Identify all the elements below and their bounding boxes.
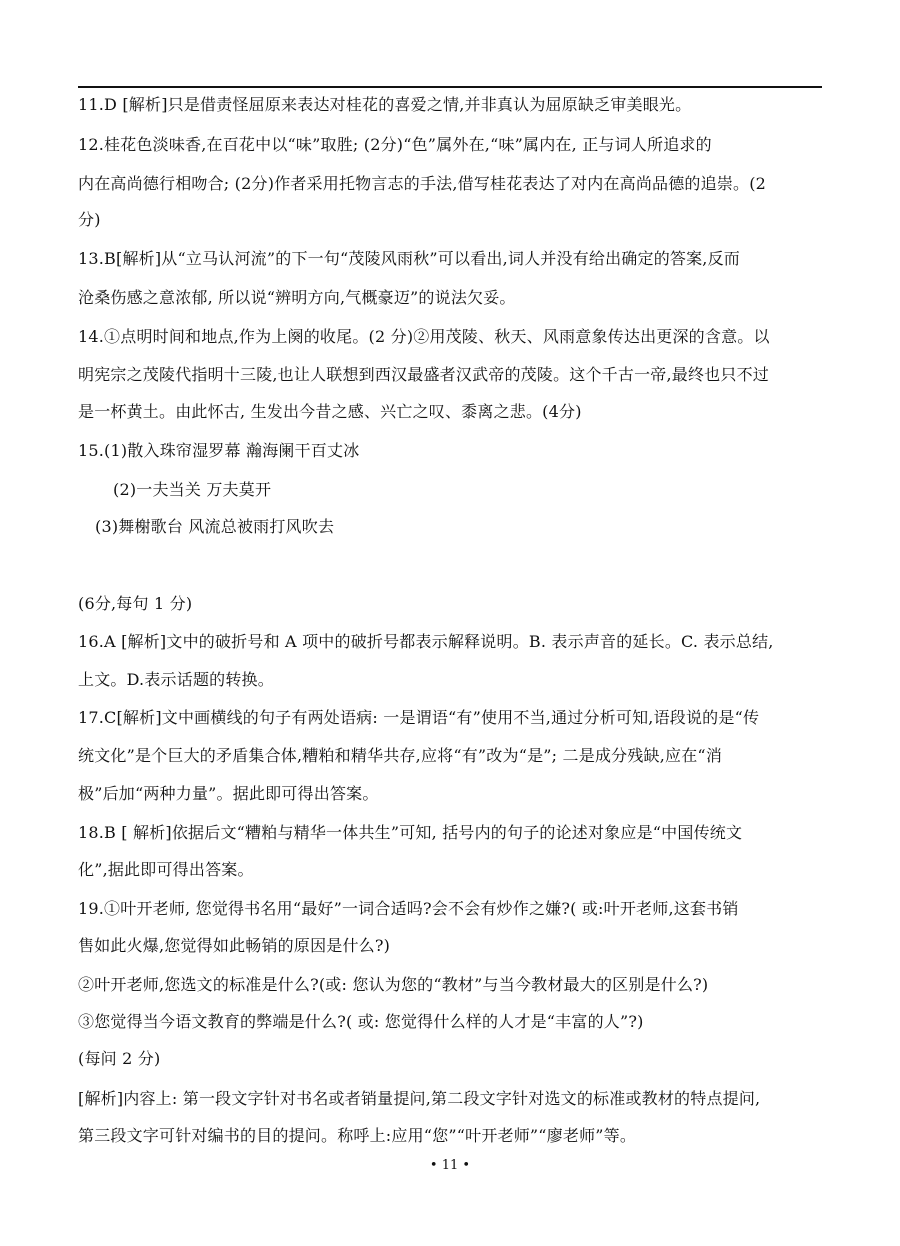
- text-line: 19.①叶开老师, 您觉得书名用“最好”一词合适吗?会不会有炒作之嫌?( 或:叶开老师,这套书销: [78, 899, 739, 918]
- text-line: 分): [78, 210, 101, 229]
- text-line: (6分,每句 1 分): [78, 594, 193, 613]
- text-line: 统文化”是个巨大的矛盾集合体,糟粕和精华共存,应将“有”改为“是”; 二是成分残缺,应在“消: [78, 746, 723, 765]
- text-line: (每问 2 分): [78, 1049, 161, 1068]
- text-line: (2)一夫当关 万夫莫开: [113, 480, 272, 499]
- text-line: [解析]内容上: 第一段文字针对书名或者销量提问,第二段文字针对选文的标准或教材的特点提问,: [78, 1089, 761, 1108]
- text-line: 15.(1)散入珠帘湿罗幕 瀚海阑干百丈冰: [78, 441, 360, 460]
- text-line: 极”后加“两种力量”。据此即可得出答案。: [78, 784, 379, 803]
- text-line: 18.B [ 解析]依据后文“糟粕与精华一体共生”可知, 括号内的句子的论述对象应是“中国传统文: [78, 823, 743, 842]
- top-rule: [78, 86, 822, 88]
- text-line: 12.桂花色淡味香,在百花中以“味”取胜; (2分)“色”属外在,“味”属内在, 正与词人所追求的: [78, 135, 712, 154]
- text-line: 17.C[解析]文中画横线的句子有两处语病: 一是谓语“有”使用不当,通过分析可知,语段说的是“传: [78, 708, 760, 727]
- text-line: 16.A [解析]文中的破折号和 A 项中的破折号都表示解释说明。B. 表示声音的延长。C. 表示总结,: [78, 632, 774, 651]
- page-number: • 11 •: [429, 1158, 471, 1173]
- text-line: 沧桑伤感之意浓郁, 所以说“辨明方向,气概豪迈”的说法欠妥。: [78, 288, 516, 307]
- text-line: 售如此火爆,您觉得如此畅销的原因是什么?): [78, 936, 391, 955]
- text-line: 内在高尚德行相吻合; (2分)作者采用托物言志的手法,借写桂花表达了对内在高尚品德的追崇。(2: [78, 174, 767, 193]
- text-line: 上文。D.表示话题的转换。: [78, 670, 274, 689]
- text-line: 明宪宗之茂陵代指明十三陵,也让人联想到西汉最盛者汉武帝的茂陵。这个千古一帝,最终也只不过: [78, 365, 769, 384]
- text-line: ②叶开老师,您选文的标准是什么?(或: 您认为您的“教材”与当今教材最大的区别是什么?): [78, 975, 709, 994]
- text-line: 第三段文字可针对编书的目的提问。称呼上:应用“您”“叶开老师”“廖老师”等。: [78, 1126, 637, 1145]
- text-line: ③您觉得当今语文教育的弊端是什么?( 或: 您觉得什么样的人才是“丰富的人”?): [78, 1012, 644, 1031]
- text-line: 化”,据此即可得出答案。: [78, 860, 254, 879]
- text-line: 13.B[解析]从“立马认河流”的下一句“茂陵风雨秋”可以看出,词人并没有给出确定的答案,反而: [78, 249, 740, 268]
- text-line: 14.①点明时间和地点,作为上阕的收尾。(2 分)②用茂陵、秋天、风雨意象传达出更深的含意。以: [78, 327, 770, 346]
- text-line: 11.D [解析]只是借责怪屈原来表达对桂花的喜爱之情,并非真认为屈原缺乏审美眼光。: [78, 95, 692, 114]
- text-line: (3)舞榭歌台 风流总被雨打风吹去: [95, 517, 335, 536]
- text-line: 是一杯黄土。由此怀古, 生发出今昔之感、兴亡之叹、黍离之悲。(4分): [78, 402, 582, 421]
